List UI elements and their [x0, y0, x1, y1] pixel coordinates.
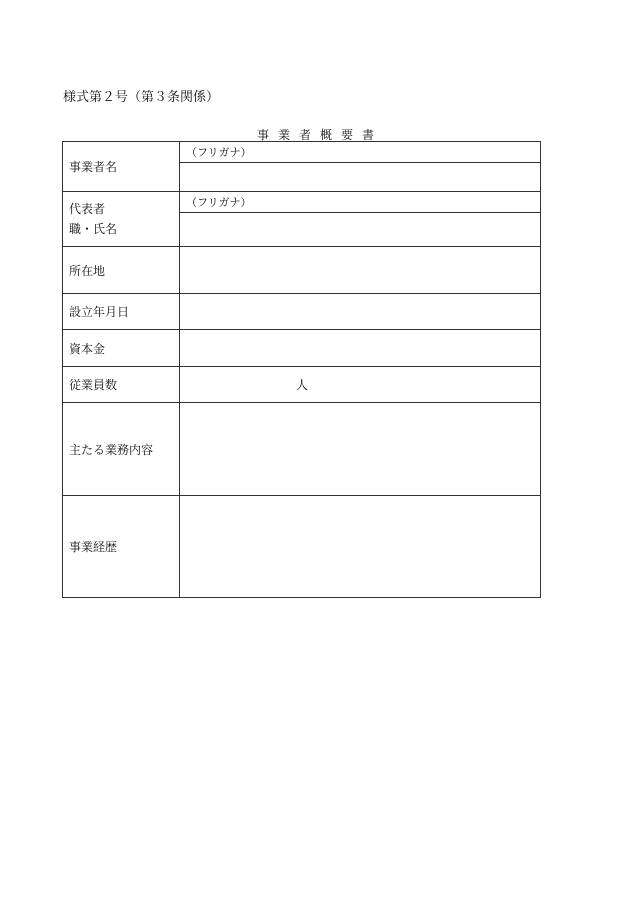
employees-field[interactable] — [180, 367, 541, 403]
overview-table — [62, 141, 541, 598]
employees-unit: 人 — [296, 378, 309, 392]
address-label: 所在地 — [63, 247, 180, 294]
employees-label: 従業員数 — [63, 367, 180, 403]
representative-label-line1: 代表者 — [69, 202, 106, 216]
capital-row — [63, 330, 541, 367]
established-row — [63, 294, 541, 330]
main-business-field[interactable] — [180, 403, 541, 496]
address-field[interactable] — [180, 247, 541, 294]
representative-label — [63, 192, 180, 247]
history-row — [63, 496, 541, 598]
history-field[interactable] — [180, 496, 541, 598]
representative-label-line2: 職・氏名 — [69, 222, 118, 236]
document-title: 事業者概要書 — [256, 128, 383, 142]
employees-row — [63, 367, 541, 403]
company-name-field[interactable] — [180, 163, 541, 192]
history-label: 事業経歴 — [63, 496, 180, 598]
established-label: 設立年月日 — [63, 294, 180, 330]
representative-furigana-row — [63, 192, 541, 213]
capital-label: 資本金 — [63, 330, 180, 367]
representative-furigana[interactable]: （フリガナ） — [180, 192, 541, 213]
company-name-furigana[interactable]: （フリガナ） — [180, 142, 541, 163]
main-business-row — [63, 403, 541, 496]
established-field[interactable] — [180, 294, 541, 330]
form-number: 様式第２号（第３条関係） — [63, 90, 220, 105]
representative-name-field[interactable] — [180, 213, 541, 247]
main-business-label: 主たる業務内容 — [63, 403, 180, 496]
address-row — [63, 247, 541, 294]
company-name-label: 事業者名 — [63, 142, 180, 192]
company-name-furigana-row — [63, 142, 541, 163]
capital-field[interactable] — [180, 330, 541, 367]
